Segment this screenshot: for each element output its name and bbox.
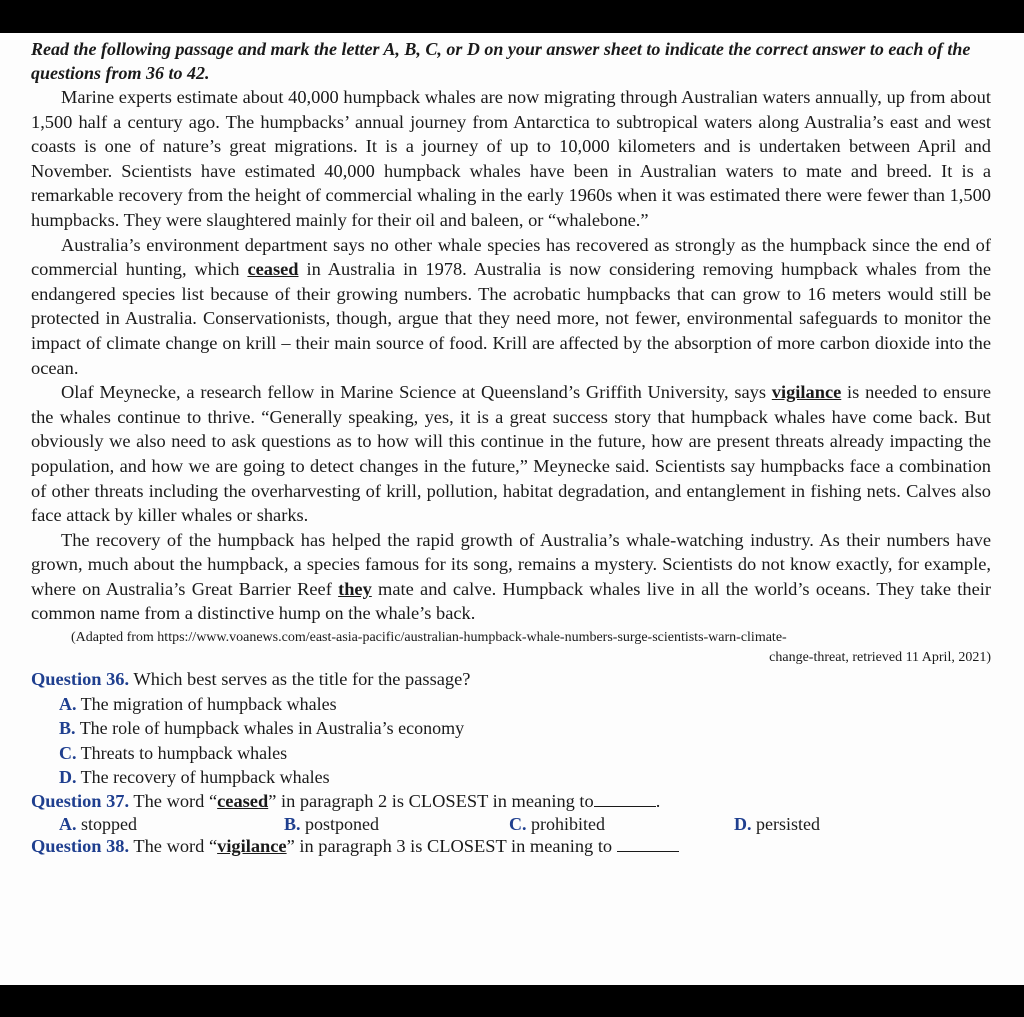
- question-38: [31, 835, 991, 859]
- option-36-c[interactable]: [31, 741, 991, 766]
- option-37-b[interactable]: [284, 813, 509, 835]
- option-letter: A.: [59, 814, 77, 835]
- option-36-b[interactable]: [31, 716, 991, 741]
- question-38-pre: The word “: [129, 836, 218, 857]
- source-line-2: change-threat, retrieved 11 April, 2021): [769, 650, 991, 666]
- instruction-text: Read the following passage and mark the letter A, B, C, or D on your answer sheet to indicate the correct answer to each of the questions from 36 to 42.: [31, 39, 971, 83]
- paragraph-1: Marine experts estimate about 40,000 humpback whales are now migrating through Australian waters annually, up from about 1,500 half a century ago. The humpbacks’ annual journey from Antarctica to subtropical waters along Australia’s east and west coasts is one of nature’s great migrations. It is a journey of up to 10,000 kilometers and is undertaken between April and November. Scientists have estimated 40,000 humpback whales have been in Australian waters to mate and breed. It is a remarkable recovery from the height of commercial whaling in the early 1960s when it was estimated there were fewer than 1,500 humpbacks. They were slaughtered mainly for their oil and baleen, or “whalebone.”: [31, 87, 991, 230]
- question-37-label: Question 37.: [31, 790, 130, 811]
- option-letter: C.: [509, 814, 527, 835]
- paragraph-3-after: is needed to ensure the whales continue to thrive. “Generally speaking, yes, it is a great success story that humpback whales have come back. But obviously we also need to ask questions as to how will this continue in the future, how are present threats already impacting the population, and how we are going to detect changes in the future,” Meynecke said. Scientists say humpbacks face a combination of other threats including the overharvesting of krill, pollution, habitat degradation, and entanglement in fishing nets. Calves also face attack by killer whales or sharks.: [31, 382, 991, 526]
- option-36-a[interactable]: [31, 692, 991, 717]
- question-38-label: Question 38.: [31, 836, 130, 857]
- question-36-text: Which best serves as the title for the passage?: [129, 669, 471, 690]
- question-37-end: .: [655, 790, 661, 811]
- paragraph-2: [31, 233, 991, 381]
- option-36-d[interactable]: [31, 765, 991, 790]
- paragraph-3-before: Olaf Meynecke, a research fellow in Marine Science at Queensland’s Griffith University, says: [61, 382, 772, 403]
- keyword-ceased: ceased: [247, 259, 299, 280]
- question-36: [31, 668, 991, 692]
- option-37-a[interactable]: [59, 813, 284, 835]
- question-38-post: ” in paragraph 3 is CLOSEST in meaning to: [286, 836, 617, 857]
- question-37-word: ceased: [217, 790, 269, 811]
- paragraph-4-after: mate and calve. Humpback whales live in all the world’s oceans. They take their common name from a distinctive hump on the whale’s back.: [31, 578, 991, 624]
- option-text: The role of humpback whales in Australia’s economy: [75, 718, 465, 739]
- option-text: Threats to humpback whales: [76, 742, 288, 763]
- question-37: [31, 790, 991, 814]
- paragraph-2-after: in Australia in 1978. Australia is now considering removing humpback whales from the endangered species list because of their growing numbers. The acrobatic humpbacks that can grow to 16 meters would still be protected in Australia. Conservationists, though, argue that they need more, not fewer, environmental safeguards to monitor the impact of climate change on krill – their main source of food. Krill are affected by the absorption of more carbon dioxide into the ocean.: [31, 259, 991, 378]
- answer-blank: [617, 837, 679, 852]
- option-37-c[interactable]: [509, 813, 734, 835]
- paragraph-4-before: The recovery of the humpback has helped the rapid growth of Australia’s whale-watching industry. As their numbers have grown, much about the humpback, a species famous for its song, remains a mystery. Scientists do not know exactly, for example, where on Australia’s Great Barrier Reef: [31, 529, 991, 599]
- option-letter: A.: [59, 693, 77, 714]
- option-letter: D.: [59, 767, 77, 788]
- option-text: The recovery of humpback whales: [76, 767, 330, 788]
- option-text: prohibited: [526, 814, 605, 835]
- worksheet-content: [31, 37, 991, 859]
- question-37-post: ” in paragraph 2 is CLOSEST in meaning to: [268, 790, 594, 811]
- option-37-d[interactable]: [734, 813, 959, 835]
- option-letter: C.: [59, 742, 77, 763]
- option-text: The migration of humpback whales: [76, 693, 337, 714]
- option-letter: B.: [59, 718, 76, 739]
- paragraph-2-before: Australia’s environment department says no other whale species has recovered as strongly as the humpback since the end of commercial hunting, which: [31, 234, 991, 280]
- question-37-options: [31, 813, 991, 835]
- source-citation: [31, 628, 991, 668]
- option-text: persisted: [751, 814, 820, 835]
- worksheet-page: [0, 33, 1024, 985]
- paragraph-3: [31, 380, 991, 528]
- option-letter: D.: [734, 814, 752, 835]
- question-38-word: vigilance: [217, 836, 287, 857]
- answer-blank: [594, 792, 656, 807]
- question-36-label: Question 36.: [31, 669, 130, 690]
- question-37-pre: The word “: [129, 790, 218, 811]
- source-line-1: (Adapted from https://www.voanews.com/east-asia-pacific/australian-humpback-whale-numbers-surge-scientists-warn-climate-: [71, 630, 787, 646]
- paragraph-4: [31, 528, 991, 626]
- keyword-vigilance: vigilance: [771, 382, 842, 403]
- option-letter: B.: [284, 814, 301, 835]
- option-text: postponed: [300, 814, 380, 835]
- option-text: stopped: [76, 814, 137, 835]
- keyword-they: they: [338, 578, 372, 599]
